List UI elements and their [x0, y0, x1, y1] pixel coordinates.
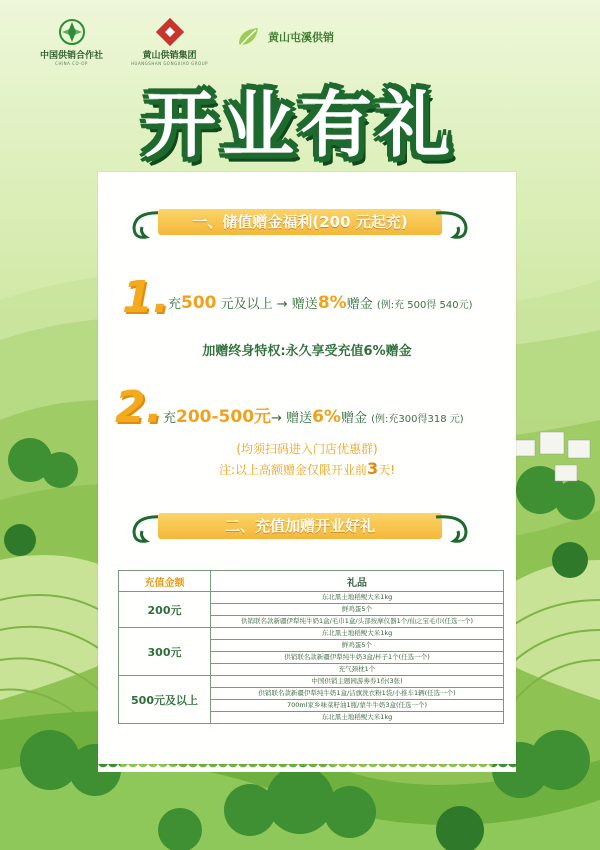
- deadline-note-pre: 注:以上高额赠金仅限开业前: [219, 463, 368, 477]
- gift-item: 中国供销主题园游劵券1份(3张): [211, 676, 504, 688]
- offer2-post: 赠金: [340, 411, 367, 426]
- gift-item: 700ml家乡味菜籽油1瓶/蒙牛牛奶3盒(任选一个): [211, 700, 504, 712]
- col-amount-header: 充值金额: [119, 571, 211, 592]
- gift-item: 东北黑土地稻鲵大米1kg: [211, 592, 504, 604]
- offer1-post: 赠金: [346, 297, 373, 312]
- table-row: [119, 676, 504, 688]
- scan-note: (均须扫码进入门店优惠群): [236, 442, 378, 456]
- china-coop-logo: [40, 18, 103, 66]
- huangshan-group-logo: [131, 18, 208, 66]
- gift-item: 供销联名款新疆伊犁纯牛奶1盒/毛巾1盒/头部按摩仪器1个/仙之宝毛巾(任选一个): [211, 616, 504, 628]
- offer2-example: (例:充300得318 元): [371, 414, 464, 425]
- section1-header: 一、储值赠金福利(200 元起充): [192, 213, 408, 231]
- offer2-line: [163, 402, 464, 427]
- lifetime-privilege-text: 加赠终身特权:永久享受充值6%赠金: [202, 344, 412, 359]
- col-gift-header: 礼品: [211, 571, 504, 592]
- table-row: [119, 592, 504, 604]
- offer2-bonus: 6%: [312, 407, 341, 427]
- gift-item: 充气颈枕1个: [211, 664, 504, 676]
- offer1-mid: 元及以上 → 赠送: [216, 297, 318, 312]
- coop-emblem-icon: [58, 18, 86, 46]
- tier-amount: 200元: [119, 592, 211, 628]
- tunxi-logo-text: 黄山屯溪供销: [268, 31, 335, 44]
- section2-header: 二、充值加赠开业好礼: [224, 517, 375, 535]
- table-row: [119, 628, 504, 640]
- offer1-example: (例:充 500得 540元): [376, 300, 473, 311]
- offer1-pre: 充: [168, 297, 182, 312]
- coop-logo-subtext: CHINA CO-OP: [55, 61, 88, 66]
- gift-item: 供销联名款新疆伊犁纯牛奶3盒/杯子1个(任选一个): [211, 652, 504, 664]
- swirl-right-icon: [434, 501, 474, 551]
- gift-item: 鲜鸡蛋5个: [211, 604, 504, 616]
- gift-item: 东北黑土地稻鲵大米1kg: [211, 628, 504, 640]
- tier-amount: 500元及以上: [119, 676, 211, 724]
- section1-ribbon: [130, 205, 470, 239]
- deadline-note: [98, 459, 516, 478]
- offer2-number: 2.: [115, 382, 163, 433]
- offer1-amount: 500: [181, 293, 217, 313]
- group-emblem-icon: [156, 18, 184, 46]
- section2-ribbon: [130, 509, 470, 543]
- table-header-row: [119, 571, 504, 592]
- gift-table: [118, 570, 504, 724]
- tier-amount: 300元: [119, 628, 211, 676]
- tunxi-logo: [236, 24, 334, 50]
- leaf-icon: [236, 24, 262, 50]
- page-title: 开业有礼: [143, 83, 456, 167]
- offer1-line: [168, 293, 473, 313]
- group-logo-text: 黄山供销集团: [142, 51, 197, 61]
- offer1-bonus: 8%: [317, 293, 347, 313]
- offer2-pre: 充: [163, 411, 177, 426]
- coop-logo-text: 中国供销合作社: [40, 51, 104, 61]
- gift-item: 鲜鸡蛋5个: [211, 640, 504, 652]
- swirl-right-icon: [434, 197, 474, 247]
- logo-row: [40, 18, 334, 68]
- gift-item: 东北黑土地稻鲵大米1kg: [211, 712, 504, 724]
- offer1-number: 1.: [122, 272, 170, 323]
- deadline-note-post: 天!: [378, 463, 395, 477]
- offer2-amount: 200-500元: [176, 407, 272, 427]
- offer2-mid: → 赠送: [271, 411, 313, 426]
- group-logo-subtext: HUANGSHAN GONGXIAO GROUP: [131, 61, 209, 66]
- gift-item: 供销联名款新疆伊犁纯牛奶1盒/洁旗洗衣粉1袋/小推车1辆(任选一个): [211, 688, 504, 700]
- deadline-days: 3: [367, 459, 379, 478]
